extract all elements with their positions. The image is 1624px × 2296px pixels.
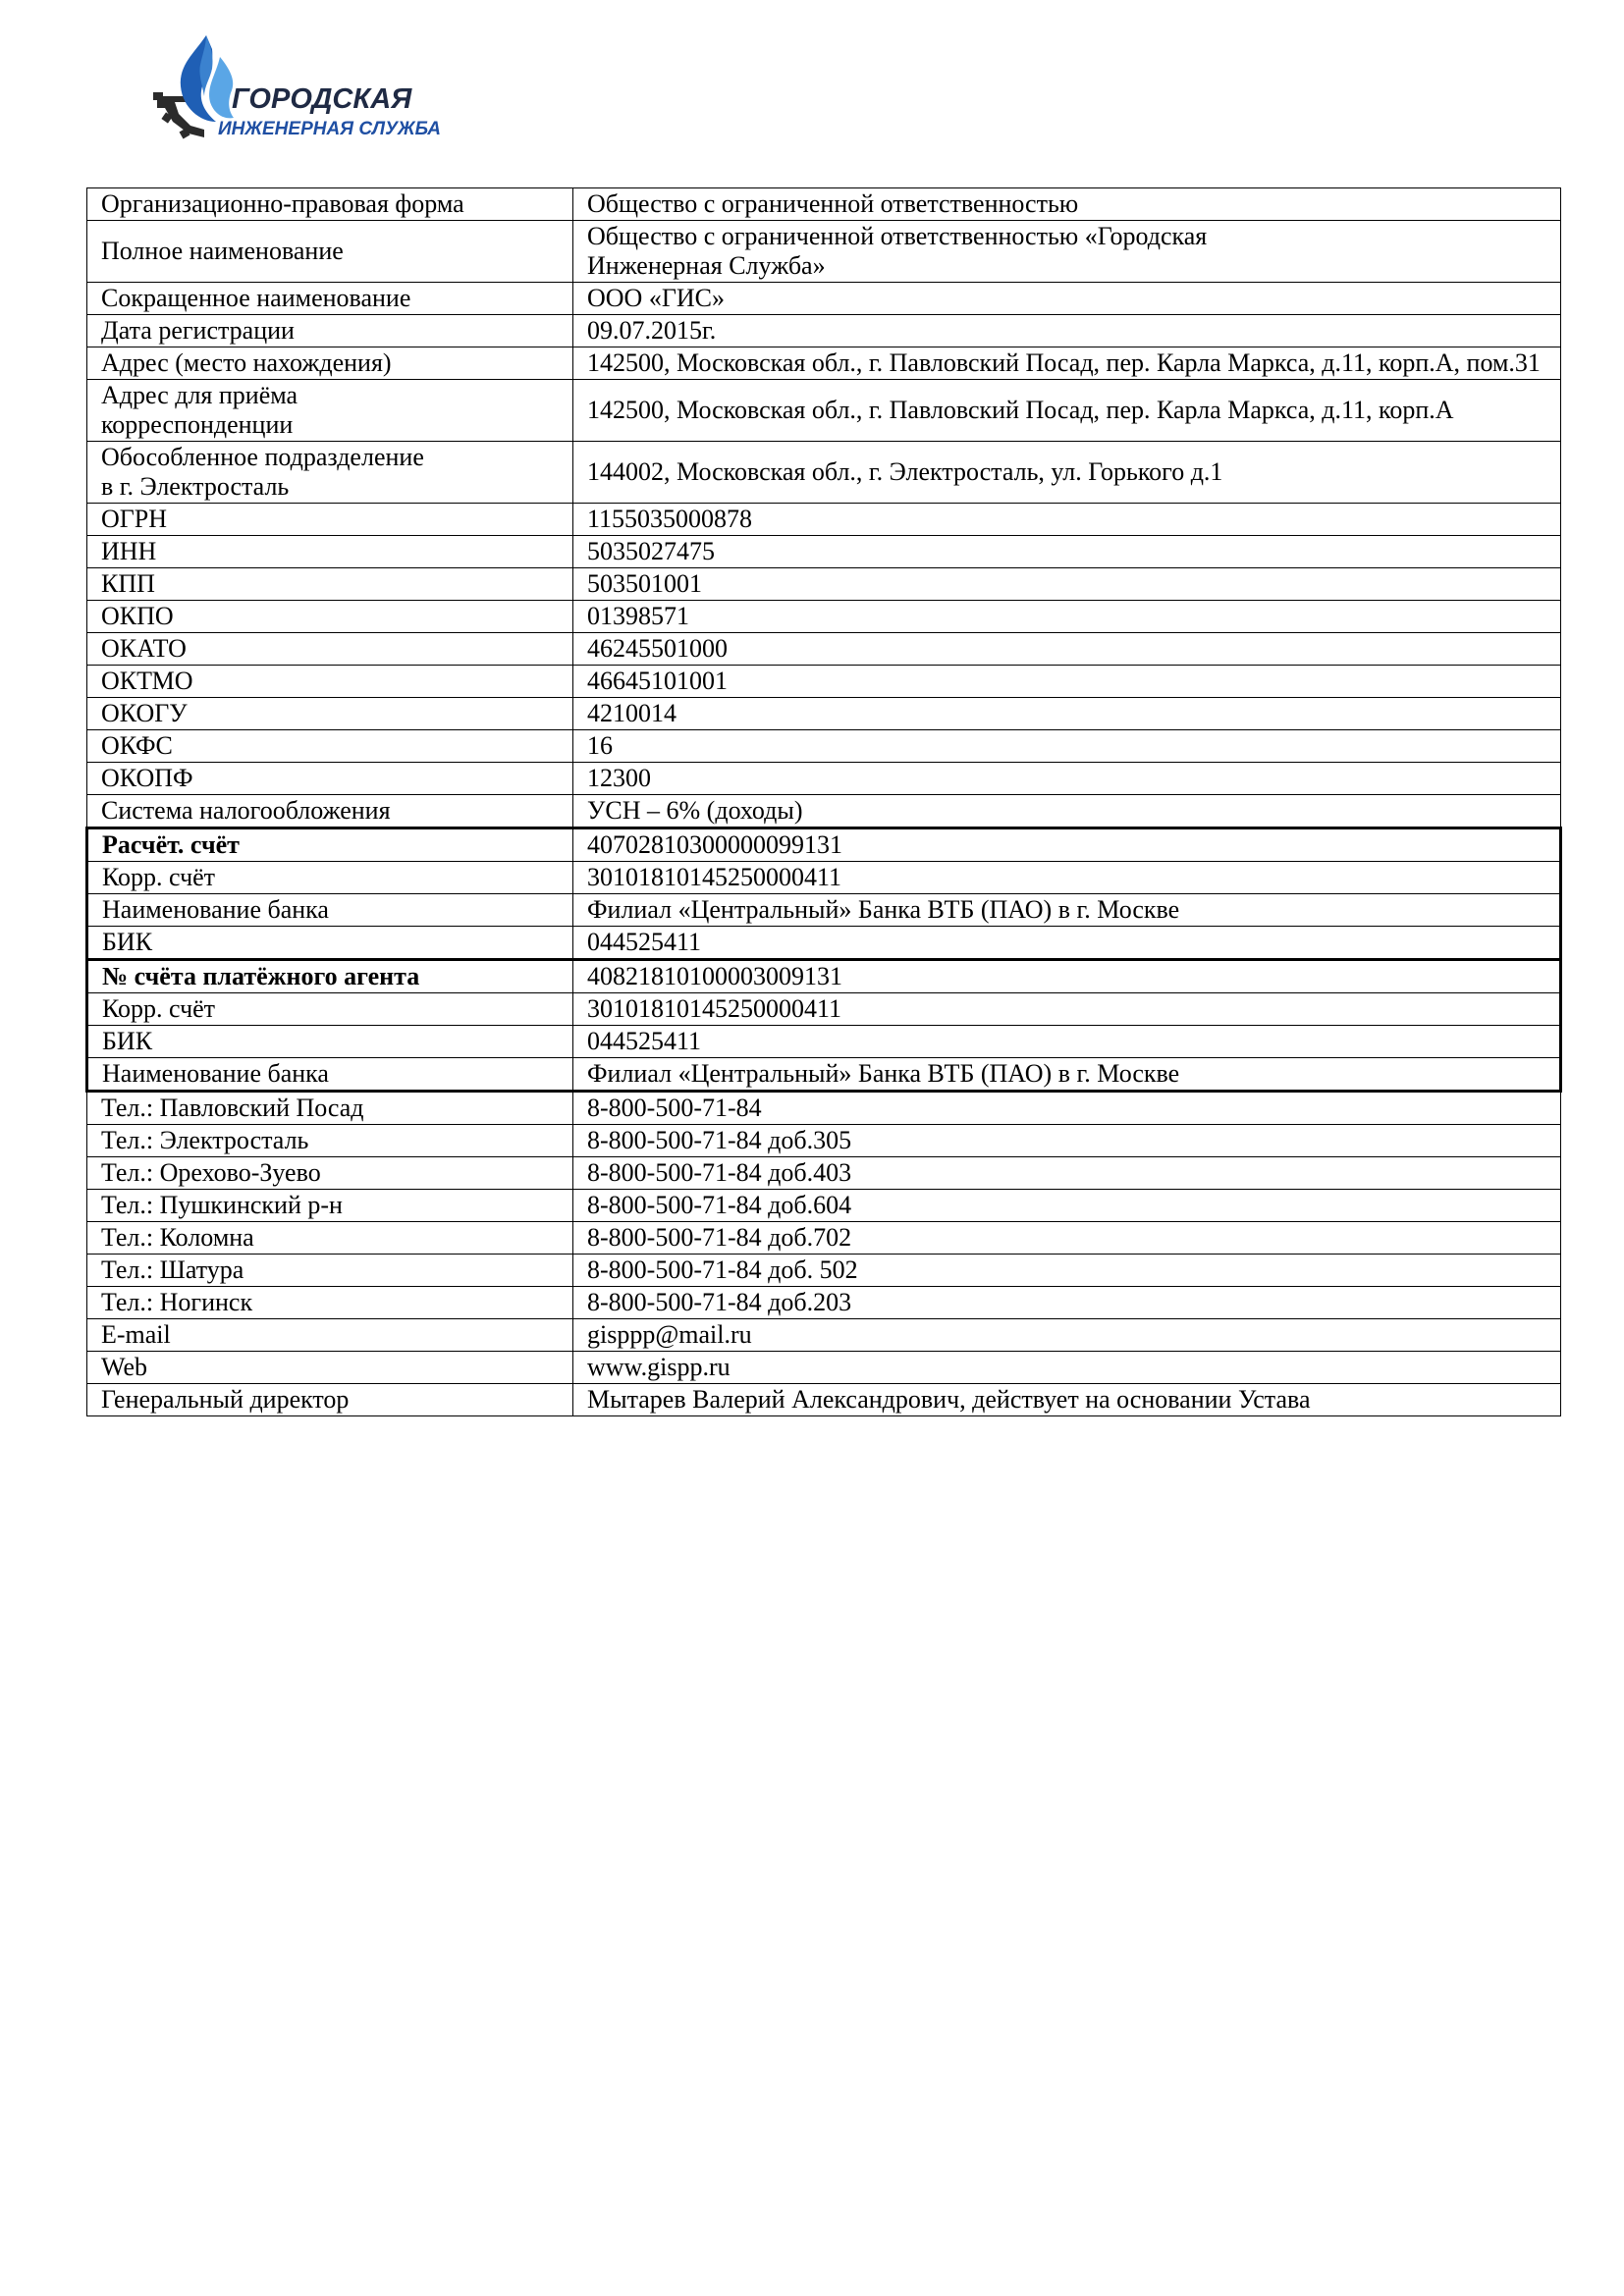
table-row	[87, 633, 1561, 666]
table-row	[87, 536, 1561, 568]
row-value: ООО «ГИС»	[573, 283, 1561, 315]
table-row	[87, 1287, 1561, 1319]
row-value: 1155035000878	[573, 504, 1561, 536]
row-value: 503501001	[573, 568, 1561, 601]
row-label: Корр. счёт	[87, 993, 573, 1026]
row-value: 46645101001	[573, 666, 1561, 698]
row-value: Общество с ограниченной ответственностью	[573, 188, 1561, 221]
table-row	[87, 568, 1561, 601]
row-value: Филиал «Центральный» Банка ВТБ (ПАО) в г. Москве	[573, 1058, 1561, 1092]
row-label: ИНН	[87, 536, 573, 568]
row-label: ОКАТО	[87, 633, 573, 666]
table-row	[87, 1026, 1561, 1058]
row-value: 30101810145250000411	[573, 993, 1561, 1026]
row-value: Мытарев Валерий Александрович, действует на основании Устава	[573, 1384, 1561, 1416]
row-label: Тел.: Шатура	[87, 1255, 573, 1287]
row-label: ОКФС	[87, 730, 573, 763]
table-row	[87, 380, 1561, 442]
web-link[interactable]: www.gispp.ru	[573, 1352, 1561, 1384]
row-label: Тел.: Павловский Посад	[87, 1092, 573, 1125]
table-row	[87, 347, 1561, 380]
table-row	[87, 1384, 1561, 1416]
row-value: 8-800-500-71-84 доб.604	[573, 1190, 1561, 1222]
table-row	[87, 960, 1561, 993]
table-row	[87, 1092, 1561, 1125]
gas-flame-gear-icon	[145, 35, 442, 153]
row-label: БИК	[87, 927, 573, 960]
row-value: 40821810100003009131	[573, 960, 1561, 993]
row-label: Тел.: Коломна	[87, 1222, 573, 1255]
table-row	[87, 315, 1561, 347]
table-row	[87, 504, 1561, 536]
row-value: Общество с ограниченной ответственностью «Городская Инженерная Служба»	[573, 221, 1561, 283]
row-value: 144002, Московская обл., г. Электросталь, ул. Горького д.1	[573, 442, 1561, 504]
row-label: Расчёт. счёт	[87, 828, 573, 862]
row-label: Сокращенное наименование	[87, 283, 573, 315]
row-label: БИК	[87, 1026, 573, 1058]
row-value: 12300	[573, 763, 1561, 795]
row-label: ОКОГУ	[87, 698, 573, 730]
table-row	[87, 1319, 1561, 1352]
row-label: ОГРН	[87, 504, 573, 536]
table-row	[87, 795, 1561, 828]
table-row	[87, 862, 1561, 894]
row-value: 8-800-500-71-84	[573, 1092, 1561, 1125]
row-value: 40702810300000099131	[573, 828, 1561, 862]
row-label: Организационно-правовая форма	[87, 188, 573, 221]
table-row	[87, 894, 1561, 927]
table-row	[87, 601, 1561, 633]
row-label: № счёта платёжного агента	[87, 960, 573, 993]
row-label: КПП	[87, 568, 573, 601]
row-label: ОКПО	[87, 601, 573, 633]
logo-line1: ГОРОДСКАЯ	[232, 83, 412, 115]
table-row	[87, 666, 1561, 698]
row-value: 142500, Московская обл., г. Павловский Посад, пер. Карла Маркса, д.11, корп.А	[573, 380, 1561, 442]
row-value: 8-800-500-71-84 доб.702	[573, 1222, 1561, 1255]
row-label: Тел.: Пушкинский р-н	[87, 1190, 573, 1222]
row-label: Наименование банка	[87, 894, 573, 927]
requisites-table	[85, 187, 1562, 1416]
row-label: Адрес (место нахождения)	[87, 347, 573, 380]
row-value: 044525411	[573, 927, 1561, 960]
row-value: 09.07.2015г.	[573, 315, 1561, 347]
row-label: Тел.: Электросталь	[87, 1125, 573, 1157]
row-label: Система налогообложения	[87, 795, 573, 828]
row-value: 46245501000	[573, 633, 1561, 666]
row-value: 5035027475	[573, 536, 1561, 568]
row-value: 16	[573, 730, 1561, 763]
row-value: УСН – 6% (доходы)	[573, 795, 1561, 828]
row-label: Обособленное подразделение в г. Электросталь	[87, 442, 573, 504]
row-label: Тел.: Ногинск	[87, 1287, 573, 1319]
logo-line2: ИНЖЕНЕРНАЯ СЛУЖБА	[218, 119, 442, 139]
row-value: 142500, Московская обл., г. Павловский Посад, пер. Карла Маркса, д.11, корп.А, пом.31	[573, 347, 1561, 380]
table-row	[87, 442, 1561, 504]
table-row	[87, 1222, 1561, 1255]
table-row	[87, 221, 1561, 283]
row-value: 8-800-500-71-84 доб. 502	[573, 1255, 1561, 1287]
row-label: Адрес для приёма корреспонденции	[87, 380, 573, 442]
table-row	[87, 698, 1561, 730]
table-row	[87, 283, 1561, 315]
table-row	[87, 763, 1561, 795]
row-value: 01398571	[573, 601, 1561, 633]
row-label: Дата регистрации	[87, 315, 573, 347]
row-value: 044525411	[573, 1026, 1561, 1058]
row-label: E-mail	[87, 1319, 573, 1352]
table-row	[87, 1058, 1561, 1092]
row-value: 8-800-500-71-84 доб.403	[573, 1157, 1561, 1190]
table-row	[87, 828, 1561, 862]
table-row	[87, 1352, 1561, 1384]
row-value: Филиал «Центральный» Банка ВТБ (ПАО) в г. Москве	[573, 894, 1561, 927]
row-label: Корр. счёт	[87, 862, 573, 894]
table-row	[87, 927, 1561, 960]
row-label: Наименование банка	[87, 1058, 573, 1092]
row-label: Генеральный директор	[87, 1384, 573, 1416]
row-label: ОКТМО	[87, 666, 573, 698]
table-row	[87, 1190, 1561, 1222]
row-value: 30101810145250000411	[573, 862, 1561, 894]
table-row	[87, 993, 1561, 1026]
row-label: Тел.: Орехово-Зуево	[87, 1157, 573, 1190]
row-value: 4210014	[573, 698, 1561, 730]
table-row	[87, 1255, 1561, 1287]
row-label: Полное наименование	[87, 221, 573, 283]
table-row	[87, 730, 1561, 763]
row-value: 8-800-500-71-84 доб.203	[573, 1287, 1561, 1319]
table-row	[87, 1125, 1561, 1157]
email-link[interactable]: gisppp@mail.ru	[573, 1319, 1561, 1352]
company-logo	[145, 35, 442, 153]
row-value: 8-800-500-71-84 доб.305	[573, 1125, 1561, 1157]
table-row	[87, 188, 1561, 221]
table-row	[87, 1157, 1561, 1190]
row-label: Web	[87, 1352, 573, 1384]
row-label: ОКОПФ	[87, 763, 573, 795]
